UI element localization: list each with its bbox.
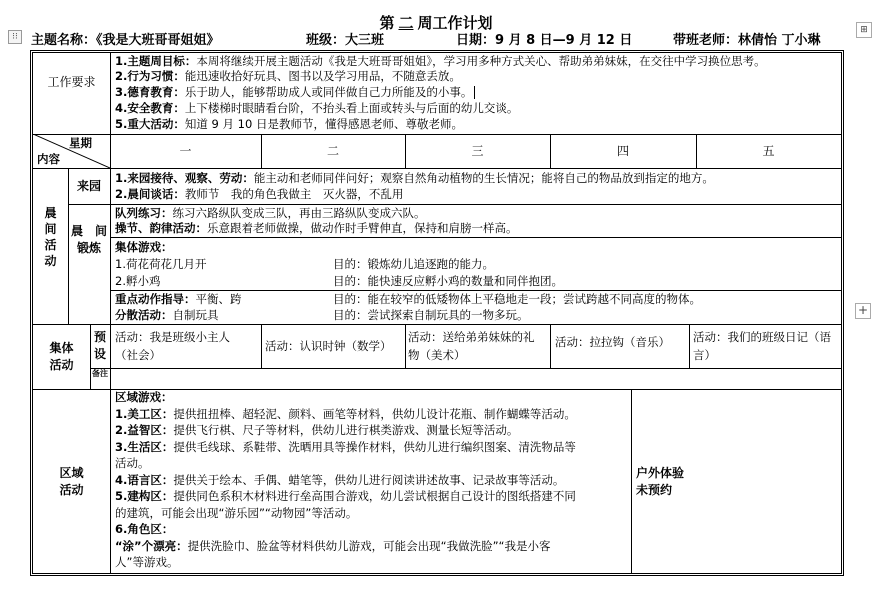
- requirement-line: 3.德育教育：乐于助人，能够帮助成人或同伴做自己力所能及的小事。: [115, 85, 475, 100]
- area-item: “涂”个漂亮：提供洗脸巾、脸盆等材料供幼儿游戏，可能会出现“我做洗脸”“我是小客: [115, 538, 551, 553]
- game-name: 1.荷花荷花几月开: [115, 257, 207, 271]
- arrival-line-2: 2.晨间谈话：教师节 我的角色我做主 灭火器，不乱用: [115, 187, 404, 201]
- add-column-button[interactable]: +: [855, 303, 871, 319]
- group-activity-wednesday: 活动：送给弟弟妹妹的礼 物（美术）: [408, 330, 535, 362]
- game-goal: 目的：能快速反应孵小鸡的数量和同伴抱团。: [333, 274, 563, 288]
- day-wednesday: 三: [471, 144, 484, 158]
- area-item: 5.建构区：提供同色系积木材料进行垒高围合游戏，幼儿尝试根据自己设计的图纸搭建不同: [115, 489, 576, 503]
- exercise-label: 晨 间 锻炼: [70, 224, 107, 255]
- area-item-cont: 人”等游戏。: [115, 555, 179, 569]
- area-item: 3.生活区：提供毛线球、系鞋带、洗晒用具等操作材料，供幼儿进行编织图案、清洗物品等: [115, 439, 576, 454]
- day-tuesday: 二: [326, 144, 339, 158]
- text-cursor: [474, 86, 475, 99]
- day-friday: 五: [762, 144, 775, 158]
- table-move-handle[interactable]: ⁝⁝: [8, 30, 22, 44]
- layout-options-icon[interactable]: ⊞: [856, 22, 872, 38]
- corner-week-label: 星期: [69, 136, 92, 150]
- area-label: 区域 活动: [59, 466, 84, 497]
- split-activity-line: 分散活动：自制玩具: [115, 308, 219, 322]
- group-activity-friday: 活动：我们的班级日记（语 言）: [693, 330, 831, 362]
- area-item-cont: 的建筑，可能会出现“游乐园”“动物园”等活动。: [115, 505, 358, 520]
- outdoor-experience: 户外体验 未预约: [636, 466, 685, 497]
- key-movement-line: 重点动作指导：平衡、跨: [115, 292, 242, 306]
- area-content: [115, 389, 629, 571]
- plan-info-row: [31, 33, 849, 49]
- game-name: 2.孵小鸡: [115, 274, 161, 288]
- area-item-cont: 活动。: [115, 456, 150, 470]
- preset-label: 预 设: [93, 330, 106, 361]
- date-range: 日期：9 月 8 日—9 月 12 日: [456, 33, 633, 48]
- games-title: 集体游戏：: [115, 240, 173, 254]
- teachers: 带班老师：林倩怡 丁小琳: [673, 33, 821, 48]
- requirement-line: 1.主题周目标：本周将继续开展主题活动《我是大班哥哥姐姐》，学习用多种方式关心、帮助弟弟妹妹，在交往中学习换位思考。: [115, 54, 766, 68]
- class-name: 班级：大三班: [306, 33, 385, 48]
- group-activity-monday: 活动：我是班级小主人 （社会）: [115, 330, 230, 362]
- drill-line: 队列练习：练习六路纵队变成三队，再由三路纵队变成六队。: [115, 206, 426, 220]
- rhythm-line: 操节、韵律活动：乐意跟着老师做操，做动作时手臂伸直，保持和肩膀一样高。: [115, 221, 518, 235]
- key-movement-goal: 目的：能在较窄的低矮物体上平稳地走一段；尝试跨越不同高度的物体。: [333, 292, 701, 306]
- split-activity-goal: 目的：尝试探索自制玩具的一物多玩。: [333, 308, 529, 322]
- title-prefix: 第: [379, 14, 395, 32]
- arrival-line-1: 1.来园接待、观察、劳动：能主动和老师同伴问好；观察自然角动植物的生长情况；能将自己的物品放到指定的地方。: [115, 171, 714, 185]
- day-thursday: 四: [616, 144, 629, 158]
- group-activity-thursday: 活动：拉拉钩（音乐）: [555, 335, 670, 349]
- group-activity-tuesday: 活动：认识时钟（数学）: [265, 339, 392, 353]
- group-label: 集体 活动: [49, 341, 74, 372]
- corner-content-label: 内容: [37, 152, 60, 166]
- area-item: 6.角色区：: [115, 522, 174, 536]
- requirements-label: 工作要求: [47, 75, 96, 89]
- note-label: 备注: [92, 369, 108, 378]
- title-suffix: 周工作计划: [417, 14, 493, 32]
- area-item: 4.语言区：提供关于绘本、手偶、蜡笔等，供幼儿进行阅读讲述故事、记录故事等活动。: [115, 472, 565, 487]
- area-item: 1.美工区：提供扭扭棒、超轻泥、颜料、画笔等材料，供幼儿设计花瓶、制作蝴蝶等活动。: [115, 406, 576, 421]
- area-item: 2.益智区：提供飞行棋、尺子等材料，供幼儿进行棋类游戏、测量长短等活动。: [115, 423, 519, 437]
- game-goal: 目的：锻炼幼儿追逐跑的能力。: [333, 257, 494, 271]
- requirement-line: 2.行为习惯：能迅速收拾好玩具、图书以及学习用品，不随意丢放。: [115, 69, 461, 83]
- requirement-line: 5.重大活动：知道 9 月 10 日是教师节，懂得感恩老师、尊敬老师。: [115, 117, 463, 131]
- day-monday: 一: [179, 144, 192, 158]
- area-title: 区域游戏：: [115, 390, 173, 404]
- requirement-line: 4.安全教育：上下楼梯时眼睛看台阶，不抬头看上面或转头与后面的幼儿交谈。: [115, 101, 519, 115]
- theme-name: 主题名称：《我是大班哥哥姐姐》: [31, 33, 220, 48]
- morning-label: 晨 间 活 动: [44, 206, 57, 268]
- week-number: 二: [398, 14, 414, 32]
- arrival-label: 来园: [76, 179, 101, 193]
- page-title: [0, 14, 872, 32]
